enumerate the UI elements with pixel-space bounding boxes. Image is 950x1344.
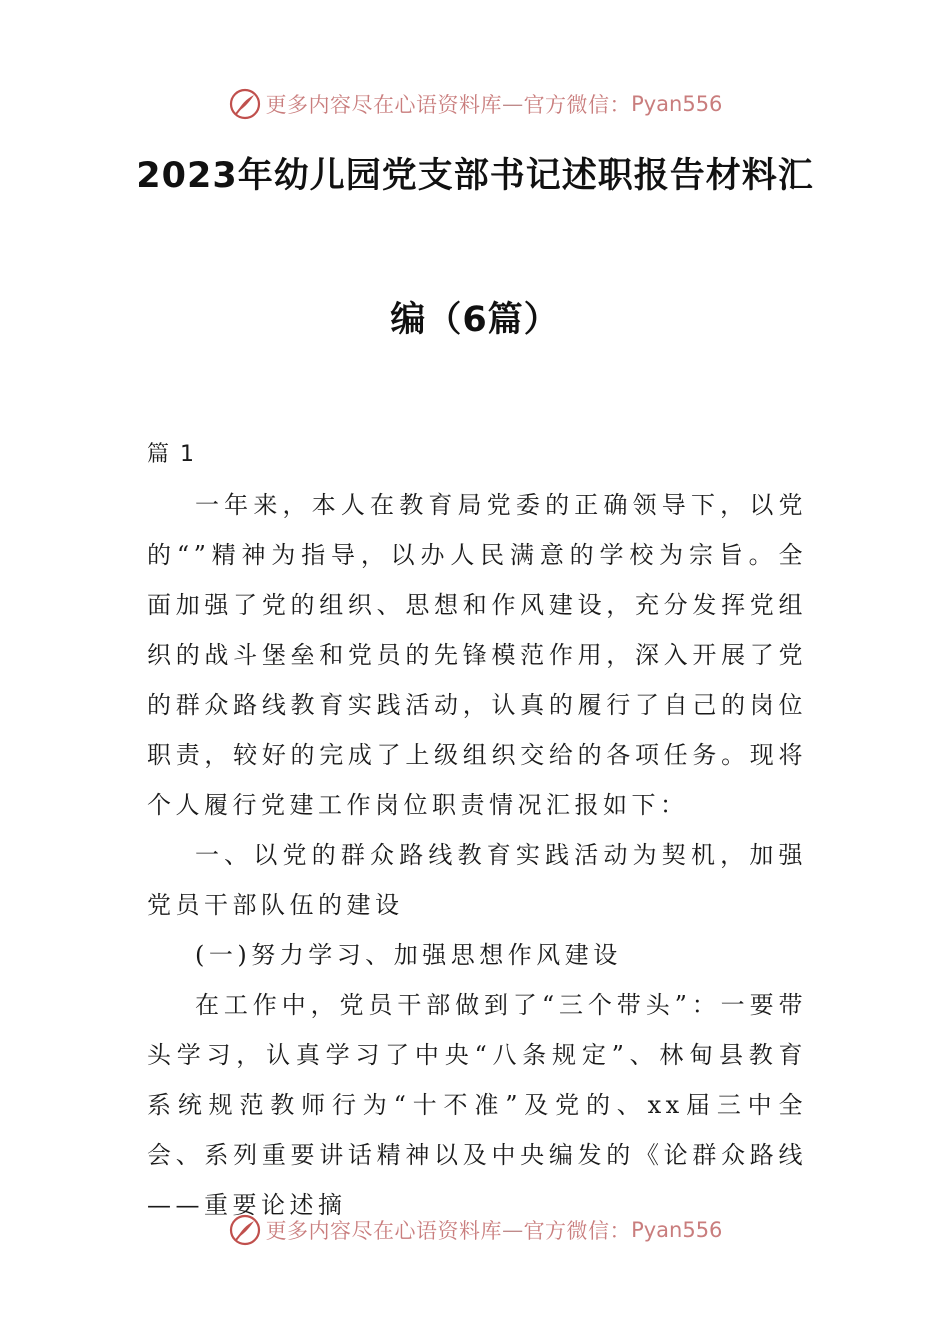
section-label: 篇 1 xyxy=(147,442,196,467)
watermark-banner-top xyxy=(0,84,950,124)
paragraph-intro: 一年来，本人在教育局党委的正确领导下，以党的“”精神为指导，以办人民满意的学校为宗旨。全面加强了党的组织、思想和作风建设，充分发挥党组织的战斗堡垒和党员的先锋模范作用，深入开展了党的群众路线教育实践活动，认真的履行了自己的岗位职责，较好的完成了上级组织交给的各项任务。现将个人履行党建工作岗位职责情况汇报如下： xyxy=(147,491,807,819)
watermark-separator: — xyxy=(502,1218,524,1242)
watermark-banner-bottom xyxy=(0,1210,950,1250)
watermark-text: 更多内容尽在心语资料库 xyxy=(265,93,503,117)
paragraph-heading-1: 一、以党的群众路线教育实践活动为契机，加强党员干部队伍的建设 xyxy=(147,841,807,919)
watermark-separator: — xyxy=(502,92,524,116)
watermark-text: 更多内容尽在心语资料库 xyxy=(265,1219,503,1243)
document-title-line-1: 2023年幼儿园党支部书记述职报告材料汇 xyxy=(136,156,814,196)
watermark-contact-prefix: 官方微信： xyxy=(523,93,632,117)
document-title-line-2: 编（6篇） xyxy=(390,300,560,340)
paragraph-body-1: 在工作中，党员干部做到了“三个带头”：一要带头学习，认真学习了中央“八条规定”、林甸县教育系统规范教师行为“十不准”及党的、xx届三中全会、系列重要讲话精神以及中央编发的《论群众路线——重要论述摘 xyxy=(147,991,807,1219)
watermark-contact-prefix: 官方微信： xyxy=(523,1219,632,1243)
quill-logo-icon xyxy=(228,87,262,121)
document-body xyxy=(147,430,807,1230)
watermark-contact-id: Pyan556 xyxy=(631,1218,723,1242)
paragraph-subheading-1: (一)努力学习、加强思想作风建设 xyxy=(195,941,622,969)
quill-logo-icon xyxy=(228,1213,262,1247)
watermark-contact-id: Pyan556 xyxy=(631,92,723,116)
